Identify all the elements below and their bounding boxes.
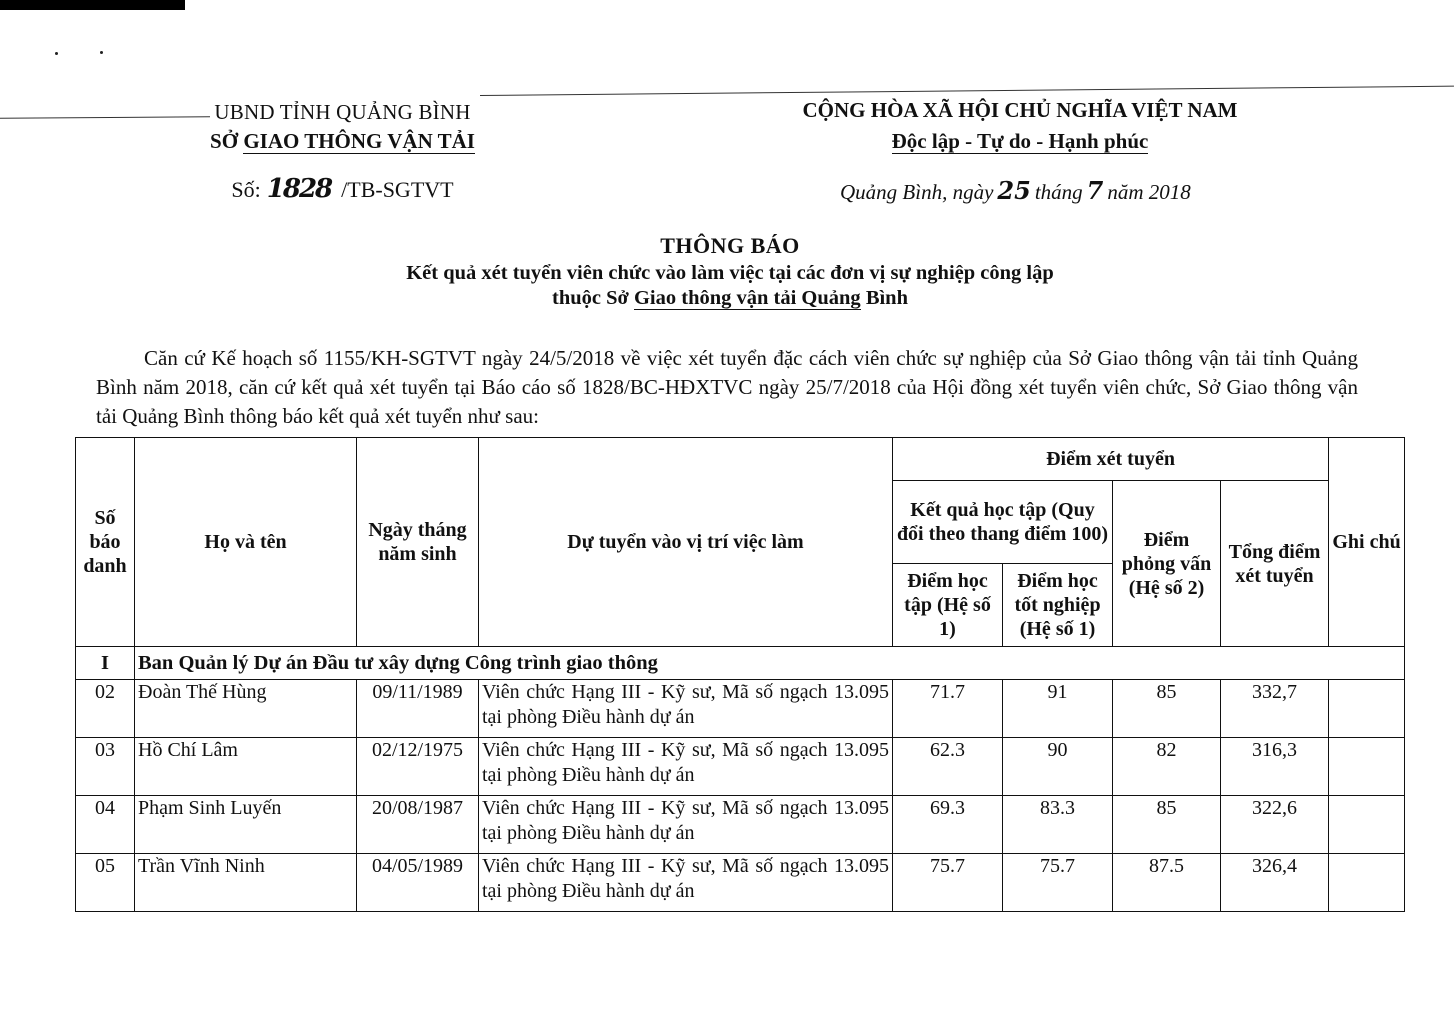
cell-position: Viên chức Hạng III - Kỹ sư, Mã số ngạch 13.095 tại phòng Điều hành dự án — [479, 680, 893, 738]
cell-total-score: 332,7 — [1221, 680, 1329, 738]
cell-study-score: 71.7 — [893, 680, 1003, 738]
title-agency-underlined: Giao thông vận tải Quảng — [633, 287, 861, 309]
document-date — [840, 176, 1280, 205]
cell-name: Phạm Sinh Luyến — [135, 796, 357, 854]
handwritten-number: 1828 — [266, 174, 332, 204]
table-row — [76, 738, 1405, 796]
results-table — [75, 437, 1405, 912]
legal-basis-paragraph — [96, 344, 1358, 431]
cell-interview-score: 82 — [1113, 738, 1221, 796]
cell-dob: 02/12/1975 — [357, 738, 479, 796]
scan-speck — [55, 52, 58, 55]
table-row — [76, 854, 1405, 912]
col-header-academic: Kết quả học tập (Quy đổi theo thang điểm 100) — [893, 481, 1113, 564]
section-row — [76, 647, 1405, 680]
issuing-authority — [170, 100, 515, 204]
cell-name: Trần Vĩnh Ninh — [135, 854, 357, 912]
title-main: THÔNG BÁO — [660, 233, 800, 258]
cell-note — [1329, 738, 1405, 796]
col-header-position: Dự tuyển vào vị trí việc làm — [479, 438, 893, 647]
cell-sbd: 04 — [76, 796, 135, 854]
handwritten-month: 7 — [1086, 176, 1104, 205]
cell-interview-score: 85 — [1113, 680, 1221, 738]
cell-grad-score: 90 — [1003, 738, 1113, 796]
cell-interview-score: 85 — [1113, 796, 1221, 854]
cell-total-score: 326,4 — [1221, 854, 1329, 912]
cell-study-score: 62.3 — [893, 738, 1003, 796]
cell-interview-score: 87.5 — [1113, 854, 1221, 912]
cell-total-score: 322,6 — [1221, 796, 1329, 854]
country-name: CỘNG HÒA XÃ HỘI CHỦ NGHĨA VIỆT NAM — [802, 98, 1238, 122]
cell-dob: 20/08/1987 — [357, 796, 479, 854]
cell-sbd: 02 — [76, 680, 135, 738]
number-suffix: /TB-SGTVT — [341, 177, 454, 202]
motto-text: Độc lập - Tự do - Hạnh phúc — [891, 129, 1149, 153]
cell-study-score: 75.7 — [893, 854, 1003, 912]
col-header-study-score: Điểm học tập (Hệ số 1) — [893, 564, 1003, 647]
col-header-score-group: Điểm xét tuyển — [893, 438, 1329, 481]
col-header-sbd: Số báo danh — [76, 438, 135, 647]
col-header-name: Họ và tên — [135, 438, 357, 647]
col-header-total: Tổng điểm xét tuyển — [1221, 481, 1329, 647]
cell-note — [1329, 680, 1405, 738]
scan-line-top — [480, 86, 1454, 96]
cell-note — [1329, 854, 1405, 912]
cell-dob: 04/05/1989 — [357, 854, 479, 912]
paragraph-text: Căn cứ Kế hoạch số 1155/KH-SGTVT ngày 24/5/2018 về việc xét tuyển đặc cách viên chức sự nghiệp của Sở Giao thông vận tải tỉnh Quảng Bình năm 2018, căn cứ kết quả xét tuyển tại Báo cáo số 1828/BC-HĐXTVC ngày 25/7/2018 của Hội đồng xét tuyển viên chức, Sở Giao thông vận tải Quảng Bình thông báo kết quả xét tuyển như sau: — [96, 346, 1358, 428]
redaction-bar — [0, 0, 185, 10]
handwritten-day: 25 — [997, 176, 1031, 205]
cell-position: Viên chức Hạng III - Kỹ sư, Mã số ngạch 13.095 tại phòng Điều hành dự án — [479, 796, 893, 854]
department-prefix: SỞ — [210, 129, 244, 153]
col-header-dob: Ngày tháng năm sinh — [357, 438, 479, 647]
cell-position: Viên chức Hạng III - Kỹ sư, Mã số ngạch 13.095 tại phòng Điều hành dự án — [479, 854, 893, 912]
cell-grad-score: 83.3 — [1003, 796, 1113, 854]
col-header-interview: Điểm phỏng vấn (Hệ số 2) — [1113, 481, 1221, 647]
cell-dob: 09/11/1989 — [357, 680, 479, 738]
title-agency-prefix: thuộc Sở — [552, 287, 634, 309]
title-agency — [230, 287, 1230, 310]
scan-speck — [100, 51, 103, 54]
date-place: Quảng Bình, ngày — [840, 180, 994, 204]
cell-sbd: 03 — [76, 738, 135, 796]
section-name: Ban Quản lý Dự án Đầu tư xây dựng Công trình giao thông — [135, 647, 1405, 680]
department-name — [170, 129, 515, 154]
table-row — [76, 796, 1405, 854]
cell-name: Hồ Chí Lâm — [135, 738, 357, 796]
cell-total-score: 316,3 — [1221, 738, 1329, 796]
date-year: năm 2018 — [1107, 180, 1191, 204]
table-row — [76, 680, 1405, 738]
department-title: GIAO THÔNG VẬN TẢI — [243, 129, 475, 153]
col-header-note: Ghi chú — [1329, 438, 1405, 647]
national-header — [760, 98, 1280, 205]
authority-name: UBND TỈNH QUẢNG BÌNH — [214, 100, 471, 124]
number-label: Số: — [231, 177, 261, 202]
notice-title — [230, 233, 1230, 310]
cell-sbd: 05 — [76, 854, 135, 912]
cell-study-score: 69.3 — [893, 796, 1003, 854]
national-motto — [760, 129, 1280, 154]
title-agency-suffix: Bình — [860, 287, 908, 309]
date-month-label: tháng — [1034, 180, 1083, 204]
section-index: I — [76, 647, 135, 680]
title-subject: Kết quả xét tuyển viên chức vào làm việc tại các đơn vị sự nghiệp công lập — [406, 262, 1054, 284]
cell-grad-score: 75.7 — [1003, 854, 1113, 912]
cell-note — [1329, 796, 1405, 854]
cell-position: Viên chức Hạng III - Kỹ sư, Mã số ngạch 13.095 tại phòng Điều hành dự án — [479, 738, 893, 796]
col-header-grad-score: Điểm học tốt nghiệp (Hệ số 1) — [1003, 564, 1113, 647]
cell-name: Đoàn Thế Hùng — [135, 680, 357, 738]
document-number — [170, 174, 515, 204]
cell-grad-score: 91 — [1003, 680, 1113, 738]
